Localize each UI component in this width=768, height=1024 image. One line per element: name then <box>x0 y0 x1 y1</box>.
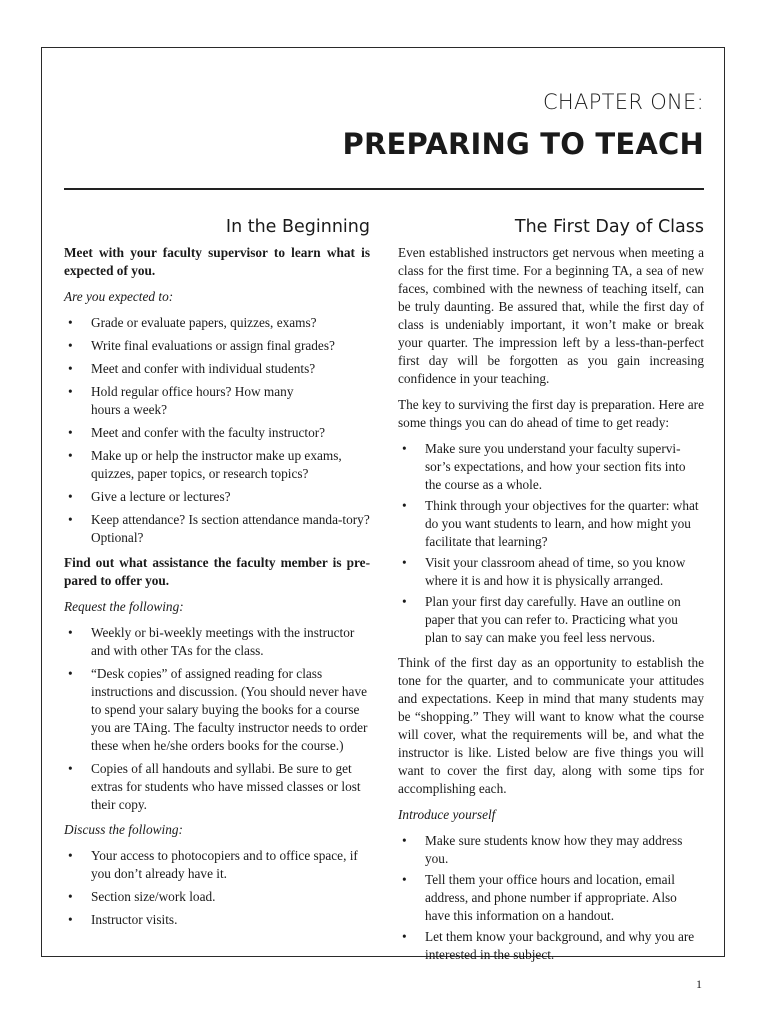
list-item: • Hold regular office hours? How many hours a week? <box>68 384 294 417</box>
bullet-icon: • <box>402 929 407 944</box>
right-column <box>398 216 704 971</box>
list-item: • “Desk copies” of assigned reading for class instructions and discussion. (You should never have to spend your salary buying the books for a course you are TAing. The faculty instructor needs to order these when he/she orders books for the course.) <box>68 666 368 753</box>
list-item: • Visit your classroom ahead of time, so you know where it is and how it is physically arranged. <box>402 555 686 588</box>
list-item: • Weekly or bi-weekly meetings with the instructor and with other TAs for the class. <box>68 625 355 658</box>
bullet-icon: • <box>402 555 407 570</box>
bullet-icon: • <box>68 338 73 353</box>
bullet-icon: • <box>68 889 73 904</box>
bullet-icon: • <box>68 448 73 463</box>
paragraph-preparation: The key to surviving the first day is preparation. Here are some things you can do ahead of time to get ready: <box>398 397 704 430</box>
list-item: • Section size/work load. <box>68 889 216 904</box>
list-item: • Let them know your background, and why you are interested in the subject. <box>402 929 695 962</box>
assistance-bold-text: Find out what assistance the faculty member is pre-pared to offer you. <box>64 555 370 588</box>
request-list <box>64 624 370 814</box>
subheading-discuss: Discuss the following: <box>64 822 183 837</box>
page-number: 1 <box>696 977 702 991</box>
expected-list <box>64 314 370 547</box>
subheading-expected: Are you expected to: <box>64 289 174 304</box>
introduce-list <box>398 832 704 964</box>
chapter-title: PREPARING TO TEACH <box>342 127 704 161</box>
discuss-list <box>64 847 370 929</box>
list-item: • Plan your first day carefully. Have an outline on paper that you can refer to. Practicing what you plan to say can make you feel less nervous. <box>402 594 681 645</box>
preparation-list <box>398 440 704 647</box>
chapter-label: CHAPTER ONE: <box>542 90 704 114</box>
list-item: • Give a lecture or lectures? <box>68 489 231 504</box>
bullet-icon: • <box>402 594 407 609</box>
list-item: • Write final evaluations or assign final grades? <box>68 338 335 353</box>
list-item: • Meet and confer with the faculty instructor? <box>68 425 326 440</box>
bullet-icon: • <box>68 666 73 681</box>
bullet-icon: • <box>402 872 407 887</box>
left-column <box>64 216 370 936</box>
list-item: • Meet and confer with individual students? <box>68 361 316 376</box>
subheading-introduce: Introduce yourself <box>398 807 496 822</box>
bullet-icon: • <box>68 361 73 376</box>
bullet-icon: • <box>402 441 407 456</box>
header-rule <box>64 188 704 190</box>
bullet-icon: • <box>402 498 407 513</box>
bullet-icon: • <box>68 912 73 927</box>
section-heading-first-day: The First Day of Class <box>514 217 704 237</box>
bullet-icon: • <box>68 761 73 776</box>
paragraph-opportunity: Think of the first day as an opportunity to establish the tone for the quarter, and to communicate your attitudes and expectations. Keep in mind that many students may be “shopping.” They will want to know what the course will cover, what the requirements will be, and what the instructor is like. Listed below are five things you will want to cover the first day, along with some tips for accomplishing each. <box>398 655 704 796</box>
bullet-icon: • <box>68 489 73 504</box>
paragraph-intro: Even established instructors get nervous when meeting a class for the first time. For a beginning TA, a sea of new faces, combined with the newness of teaching itself, can be truly daunting. Be assured that, while the first day of class is undeniably important, it won’t make or break your quarter. The impression left by a less-than-perfect first day will be forgotten as you gain increasing confidence in your teaching. <box>398 245 704 386</box>
list-item: • Your access to photocopiers and to office space, if you don’t already have it. <box>68 848 358 881</box>
bullet-icon: • <box>402 833 407 848</box>
bullet-icon: • <box>68 425 73 440</box>
list-item: • Grade or evaluate papers, quizzes, exams? <box>68 315 317 330</box>
subheading-request: Request the following: <box>64 599 184 614</box>
list-item: • Instructor visits. <box>68 912 178 927</box>
list-item: • Think through your objectives for the quarter: what do you want students to learn, and how might you facilitate that learning? <box>402 498 699 549</box>
bullet-icon: • <box>68 625 73 640</box>
bullet-icon: • <box>68 384 73 399</box>
section-heading-beginning: In the Beginning <box>225 217 370 237</box>
intro-bold-text: Meet with your faculty supervisor to learn what is expected of you. <box>64 245 370 278</box>
list-item: • Copies of all handouts and syllabi. Be sure to get extras for students who have missed classes or lost their copy. <box>68 761 361 812</box>
list-item: • Tell them your office hours and location, email address, and phone number if appropriate. Also have this information on a handout. <box>402 872 677 923</box>
list-item: • Make sure students know how they may address you. <box>402 833 683 866</box>
bullet-icon: • <box>68 512 73 527</box>
list-item: • Make up or help the instructor make up exams, quizzes, paper topics, or research topics? <box>68 448 342 481</box>
list-item: • Keep attendance? Is section attendance manda-tory? Optional? <box>68 512 370 545</box>
bullet-icon: • <box>68 315 73 330</box>
bullet-icon: • <box>68 848 73 863</box>
list-item: • Make sure you understand your faculty supervi-sor’s expectations, and how your section fits into the course as a whole. <box>402 441 686 492</box>
